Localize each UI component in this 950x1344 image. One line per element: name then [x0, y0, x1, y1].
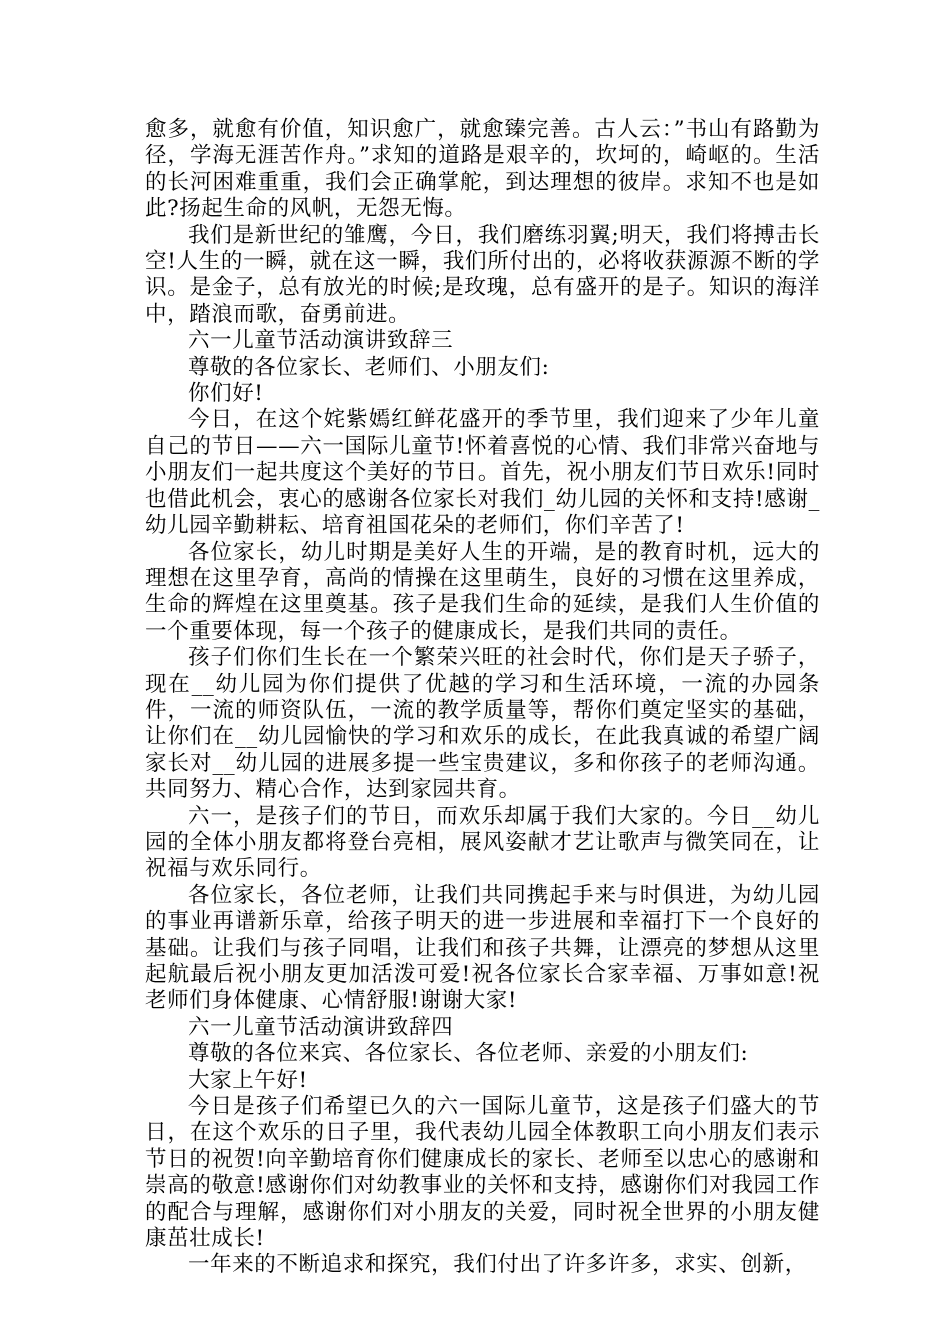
greeting: 你们好! — [188, 381, 264, 407]
paragraph: 我们是新世纪的雏鹰，今日，我们磨练羽翼;明天，我们将搏击长空!人生的一瞬，就在这一瞬，我们所付出的，必将收获源源不断的学识。是金子，总有放光的时候;是玫瑰，总有盛开的是子。知识的海洋中，踏浪而歌，奋勇前进。 — [145, 222, 820, 327]
paragraph: 一年来的不断追求和探究，我们付出了许多许多，求实、创新， — [188, 1252, 807, 1278]
section-heading: 六一儿童节活动演讲致辞三 — [188, 328, 454, 354]
paragraph: 各位家长，幼儿时期是美好人生的开端，是的教育时机，远大的理想在这里孕育，高尚的情操在这里萌生，良好的习惯在这里养成，生命的辉煌在这里奠基。孩子是我们生命的延续，是我们人生价值的一个重要体现，每一个孩子的健康成长，是我们共同的责任。 — [145, 539, 820, 644]
paragraph: 今日，在这个姹紫嫣红鲜花盛开的季节里，我们迎来了少年儿童自己的节日——六一国际儿童节!怀着喜悦的心情、我们非常兴奋地与小朋友们一起共度这个美好的节日。首先，祝小朋友们节日欢乐!同时也借此机会，衷心的感谢各位家长对我们_幼儿园的关怀和支持!感谢_幼儿园辛勤耕耘、培育祖国花朵的老师们，你们辛苦了! — [145, 407, 820, 539]
paragraph: 孩子们你们生长在一个繁荣兴旺的社会时代，你们是天子骄子，现在__幼儿园为你们提供了优越的学习和生活环境，一流的办园条件，一流的师资队伍，一流的教学质量等，帮你们奠定坚实的基础，让你们在__幼儿园愉快的学习和欢乐的成长，在此我真诚的希望广阔家长对__幼儿园的进展多提一些宝贵建议，多和你孩子的老师沟通。共同努力、精心合作，达到家园共育。 — [145, 645, 820, 803]
paragraph: 各位家长，各位老师，让我们共同携起手来与时俱进，为幼儿园的事业再谱新乐章，给孩子明天的进一步进展和幸福打下一个良好的基础。让我们与孩子同唱，让我们和孩子共舞，让漂亮的梦想从这里起航最后祝小朋友更加活泼可爱!祝各位家长合家幸福、万事如意!祝老师们身体健康、心情舒服!谢谢大家! — [145, 882, 820, 1014]
salutation: 尊敬的各位家长、老师们、小朋友们: — [188, 354, 550, 380]
section-heading: 六一儿童节活动演讲致辞四 — [188, 1014, 454, 1040]
salutation: 尊敬的各位来宾、各位家长、各位老师、亲爱的小朋友们: — [188, 1041, 749, 1067]
greeting: 大家上午好! — [188, 1067, 308, 1093]
paragraph: 今日是孩子们希望已久的六一国际儿童节，这是孩子们盛大的节日，在这个欢乐的日子里，我代表幼儿园全体教职工向小朋友们表示节日的祝贺!向辛勤培育你们健康成长的家长、老师至以忠心的感谢和崇高的敬意!感谢你们对幼教事业的关怀和支持，感谢你们对我园工作的配合与理解，感谢你们对小朋友的关爱，同时祝全世界的小朋友健康茁壮成长! — [145, 1094, 820, 1252]
document-page — [145, 117, 820, 1279]
paragraph: 六一，是孩子们的节日，而欢乐却属于我们大家的。今日__幼儿园的全体小朋友都将登台亮相，展风姿献才艺让歌声与微笑同在，让祝福与欢乐同行。 — [145, 803, 820, 882]
paragraph-continued: 愈多，就愈有价值，知识愈广，就愈臻完善。古人云：”书山有路勤为径，学海无涯苦作舟。”求知的道路是艰辛的，坎坷的，崎岖的。生活的长河困难重重，我们会正确掌舵，到达理想的彼岸。求知不也是如此?扬起生命的风帆，无怨无悔。 — [145, 117, 820, 222]
